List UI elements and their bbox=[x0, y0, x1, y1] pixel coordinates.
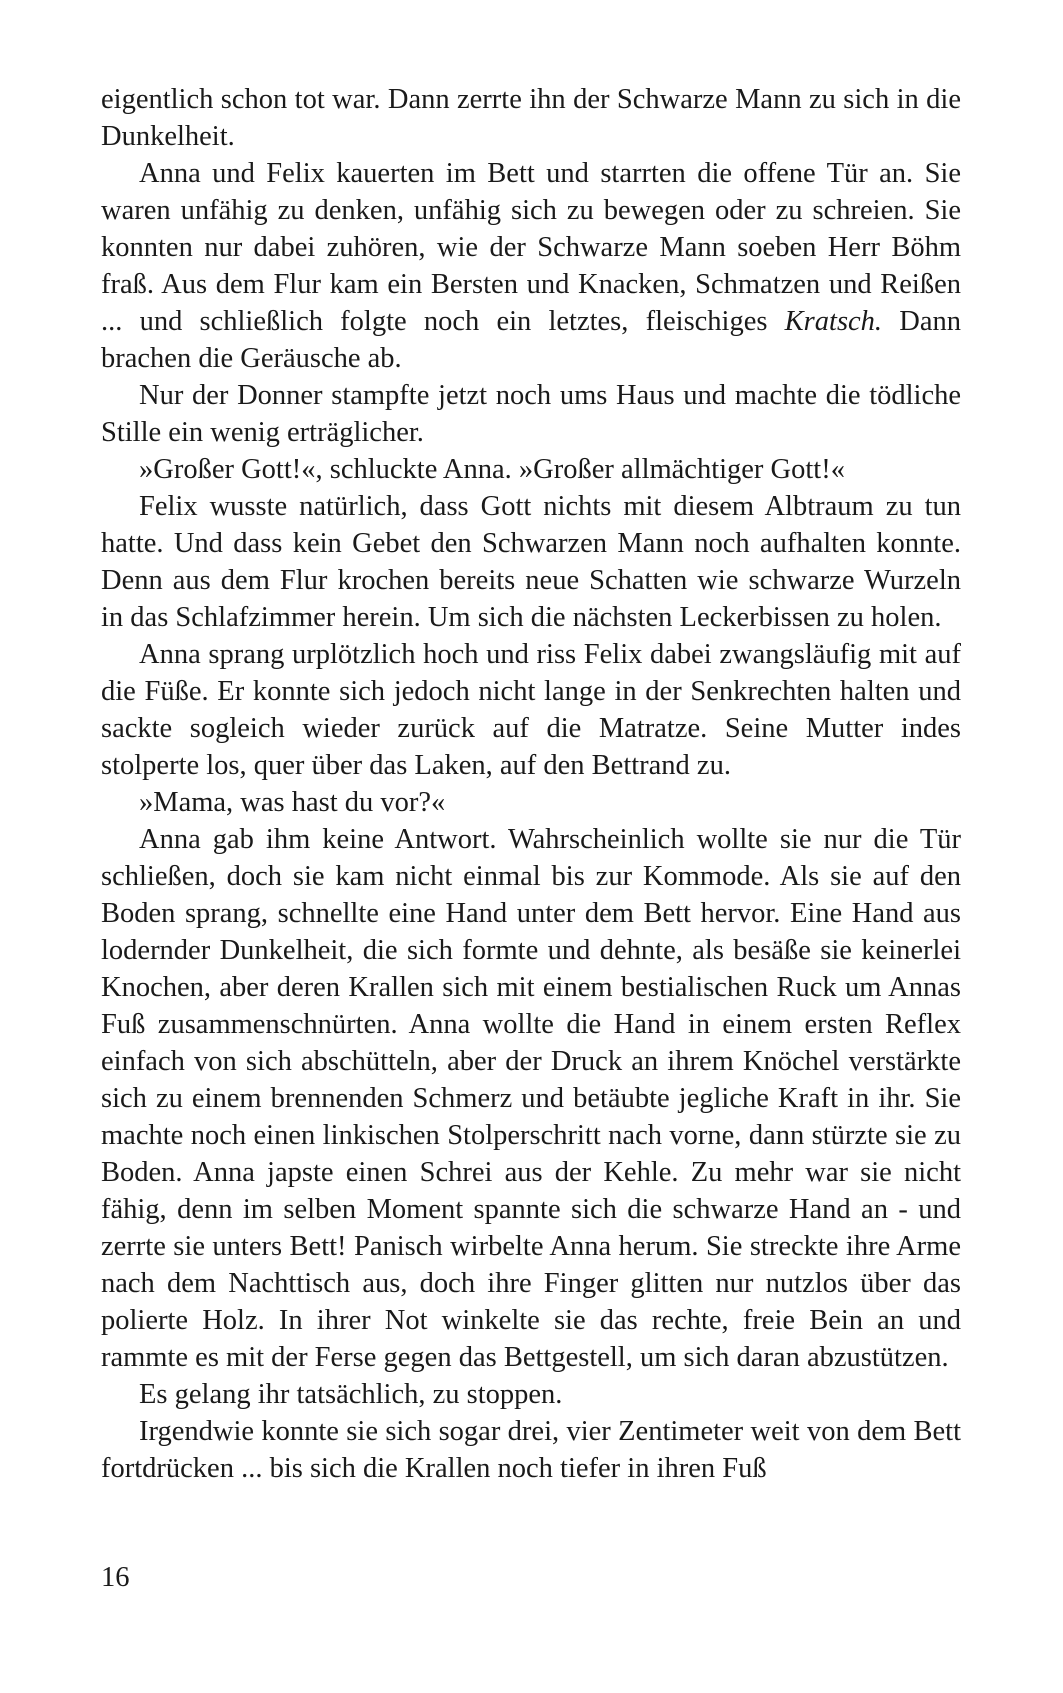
paragraph-2-text: Anna und Felix kauerten im Bett und starrten die offene Tür an. Sie waren unfähig zu denken, unfähig sich zu bewegen oder zu schreien. Sie konnten nur dabei zuhören, wie der Schwarze Mann soeben Herr Böhm fraß. Aus dem Flur kam ein Bersten und Knacken, Schmatzen und Reißen ... und schließlich folgte noch ein letztes, fleischiges bbox=[101, 158, 961, 337]
paragraph-6: Anna sprang urplötzlich hoch und riss Felix dabei zwangsläufig mit auf die Füße. Er konnte sich jedoch nicht lange in der Senkrechten halten und sackte sogleich wieder zurück auf die Matratze. Seine Mutter indes stolperte los, quer über das Laken, auf den Bettrand zu. bbox=[101, 639, 961, 781]
paragraph-2-end: Dann brachen die Geräusche ab. bbox=[101, 306, 961, 374]
paragraph-5: Felix wusste natürlich, dass Gott nichts mit diesem Albtraum zu tun hatte. Und dass kein Gebet den Schwarzen Mann noch aufhalten konnte. Denn aus dem Flur krochen bereits neue Schatten wie schwarze Wurzeln in das Schlafzimmer herein. Um sich die nächsten Leckerbissen zu holen. bbox=[101, 491, 961, 633]
paragraph-10: Irgendwie konnte sie sich sogar drei, vier Zentimeter weit von dem Bett fortdrücken ... bis sich die Krallen noch tiefer in ihren Fuß bbox=[101, 1416, 961, 1484]
italic-word: Kratsch. bbox=[784, 306, 883, 337]
paragraph-2 bbox=[101, 155, 961, 377]
paragraph-3: Nur der Donner stampfte jetzt noch ums Haus und machte die tödliche Stille ein wenig erträglicher. bbox=[101, 380, 961, 448]
paragraph-1: eigentlich schon tot war. Dann zerrte ihn der Schwarze Mann zu sich in die Dunkelheit. bbox=[101, 84, 961, 152]
paragraph-8: Anna gab ihm keine Antwort. Wahrscheinlich wollte sie nur die Tür schließen, doch sie kam nicht einmal bis zur Kommode. Als sie auf den Boden sprang, schnellte eine Hand unter dem Bett hervor. Eine Hand aus lodernder Dunkelheit, die sich formte und dehnte, als besäße sie keinerlei Knochen, aber deren Krallen sich mit einem bestialischen Ruck um Annas Fuß zusammenschnürten. Anna wollte die Hand in einem ersten Reflex einfach von sich abschütteln, aber der Druck an ihrem Knöchel verstärkte sich zu einem brennenden Schmerz und betäubte jegliche Kraft in ihr. Sie machte noch einen linkischen Stolperschritt nach vorne, dann stürzte sie zu Boden. Anna japste einen Schrei aus der Kehle. Zu mehr war sie nicht fähig, denn im selben Moment spannte sich die schwarze Hand an - und zerrte sie unters Bett! Panisch wirbelte Anna herum. Sie streckte ihre Arme nach dem Nachttisch aus, doch ihre Finger glitten nur nutzlos über das polierte Holz. In ihrer Not winkelte sie das rechte, freie Bein an und rammte es mit der Ferse gegen das Bettgestell, um sich daran abzustützen. bbox=[101, 824, 961, 1373]
paragraph-4: »Großer Gott!«, schluckte Anna. »Großer allmächtiger Gott!« bbox=[139, 454, 845, 485]
paragraph-7: »Mama, was hast du vor?« bbox=[139, 787, 446, 818]
body-text bbox=[101, 81, 961, 1487]
paragraph-9: Es gelang ihr tatsächlich, zu stoppen. bbox=[139, 1379, 563, 1410]
page-number: 16 bbox=[101, 1562, 130, 1593]
